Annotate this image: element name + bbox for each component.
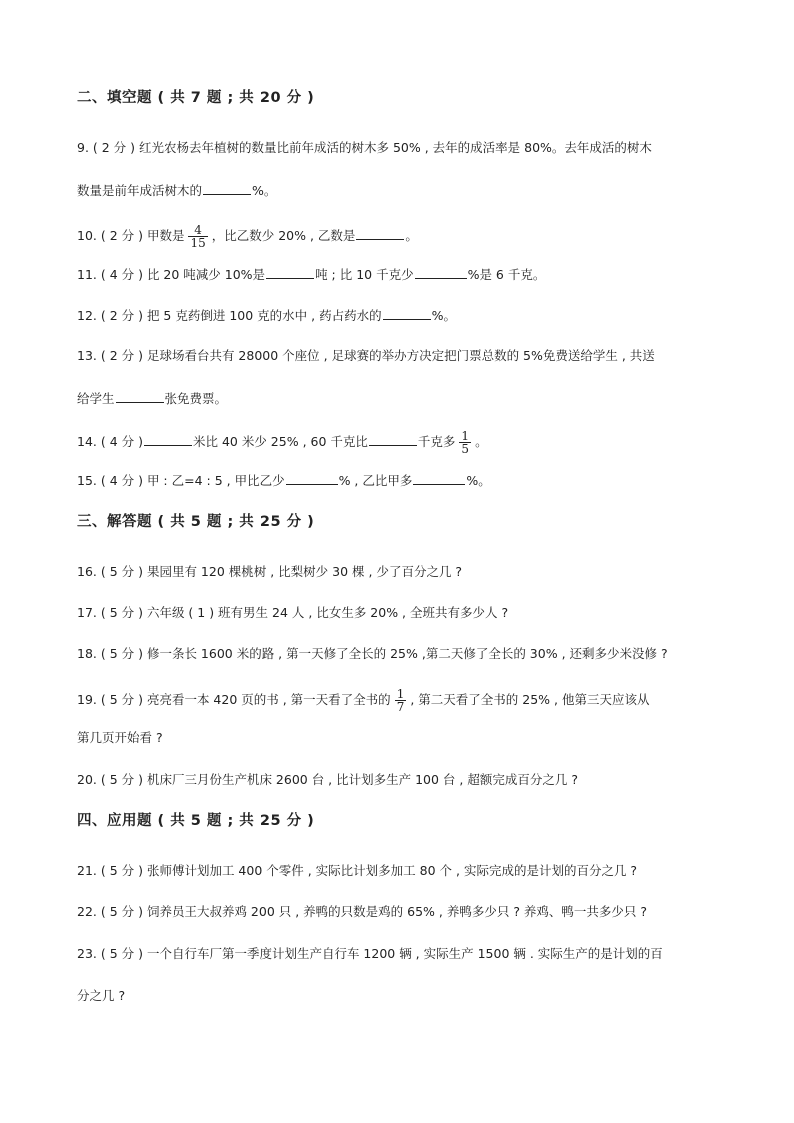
question-14-tail: 。 [475,434,488,449]
fraction-denominator: 15 [190,236,206,250]
question-20: 20. ( 5 分 ) 机床厂三月份生产机床 2600 台 , 比计划多生产 100 台 , 超额完成百分之几 ? [77,772,578,787]
answer-blank[interactable] [383,307,431,320]
question-13-text: 给学生 [77,391,115,406]
section-solve-heading: 三、解答题 ( 共 5 题 ; 共 25 分 ) [77,514,315,530]
question-10-text: 10. ( 2 分 ) 甲数是 [77,228,185,243]
answer-blank[interactable] [413,472,465,485]
question-19-text: 19. ( 5 分 ) 亮亮看一本 420 页的书 , 第一天看了全书的 [77,692,391,707]
fraction-numerator: 4 [194,223,202,237]
section-fill-heading: 二、填空题 ( 共 7 题 ; 共 20 分 ) [77,90,315,106]
question-13-tail: 张免费票。 [164,391,228,406]
answer-blank[interactable] [415,266,467,279]
section-apply-heading: 四、应用题 ( 共 5 题 ; 共 25 分 ) [77,813,315,829]
fraction-denominator: 7 [396,700,405,714]
question-10 [77,224,418,249]
fraction-numerator: 1 [461,429,470,443]
question-13-line-1: 13. ( 2 分 ) 足球场看台共有 28000 个座位 , 足球赛的举办方决定把门票总数的 5%免费送给学生 , 共送 [77,348,655,363]
question-11-tail: %是 6 千克。 [467,267,546,282]
question-15-mid: % , 乙比甲多 [338,473,413,488]
question-15-tail: %。 [466,473,491,488]
fraction-denominator: 5 [461,442,470,456]
question-11 [77,266,545,283]
question-12-text: 12. ( 2 分 ) 把 5 克药倒进 100 克的水中 , 药占药水的 [77,308,382,323]
question-19-line-1 [77,688,649,713]
question-16: 16. ( 5 分 ) 果园里有 120 棵桃树 , 比梨树少 30 棵 , 少了百分之几 ? [77,564,463,579]
question-19-line-2: 第几页开始看 ? [77,730,163,745]
question-21: 21. ( 5 分 ) 张师傅计划加工 400 个零件 , 实际比计划多加工 80 个 , 实际完成的是计划的百分之几 ? [77,863,638,878]
question-15 [77,472,491,489]
question-11-text: 11. ( 4 分 ) 比 20 吨减少 10%是 [77,267,266,282]
question-13-line-2 [77,390,227,407]
answer-blank[interactable] [286,472,338,485]
answer-blank[interactable] [266,266,314,279]
question-19-tail: , 第二天看了全书的 25% , 他第三天应该从 [410,692,650,707]
question-15-text: 15. ( 4 分 ) 甲 : 乙=4 : 5 , 甲比乙少 [77,473,285,488]
question-11-mid: 吨 ; 比 10 千克少 [315,267,414,282]
answer-blank[interactable] [144,433,192,446]
question-17: 17. ( 5 分 ) 六年级 ( 1 ) 班有男生 24 人 , 比女生多 20% , 全班共有多少人 ? [77,605,509,620]
question-9-line-2 [77,182,276,199]
answer-blank[interactable] [356,227,404,240]
question-23-line-2: 分之几 ? [77,988,126,1003]
question-22: 22. ( 5 分 ) 饲养员王大叔养鸡 200 只 , 养鸭的只数是鸡的 65% , 养鸭多少只 ? 养鸡、鸭一共多少只 ? [77,904,648,919]
question-23-line-1: 23. ( 5 分 ) 一个自行车厂第一季度计划生产自行车 1200 辆 , 实际生产 1500 辆 . 实际生产的是计划的百 [77,946,663,961]
question-14-mid-2: 千克多 [417,434,456,449]
question-12 [77,307,456,324]
answer-blank[interactable] [116,390,164,403]
question-9-line-1: 9. ( 2 分 ) 红光农杨去年植树的数量比前年成活的树木多 50% , 去年的成活率是 80%。去年成活的树木 [77,140,652,155]
question-12-tail: %。 [431,308,456,323]
question-14-text: 14. ( 4 分 ) [77,434,143,449]
fraction [395,688,407,713]
question-9-text: 数量是前年成活树木的 [77,183,203,198]
question-9-tail: %。 [252,183,277,198]
question-10-mid: ，比乙数少 20% , 乙数是 [211,228,356,243]
answer-blank[interactable] [369,433,417,446]
question-18: 18. ( 5 分 ) 修一条长 1600 米的路 , 第一天修了全长的 25% ,第二天修了全长的 30% , 还剩多少米没修 ? [77,646,668,661]
answer-blank[interactable] [203,182,251,195]
fraction-numerator: 1 [396,687,405,701]
question-14-mid: 米比 40 米少 25% , 60 千克比 [192,434,368,449]
question-10-tail: 。 [405,228,418,243]
fraction [459,430,471,455]
question-14 [77,430,488,455]
fraction [188,224,207,249]
